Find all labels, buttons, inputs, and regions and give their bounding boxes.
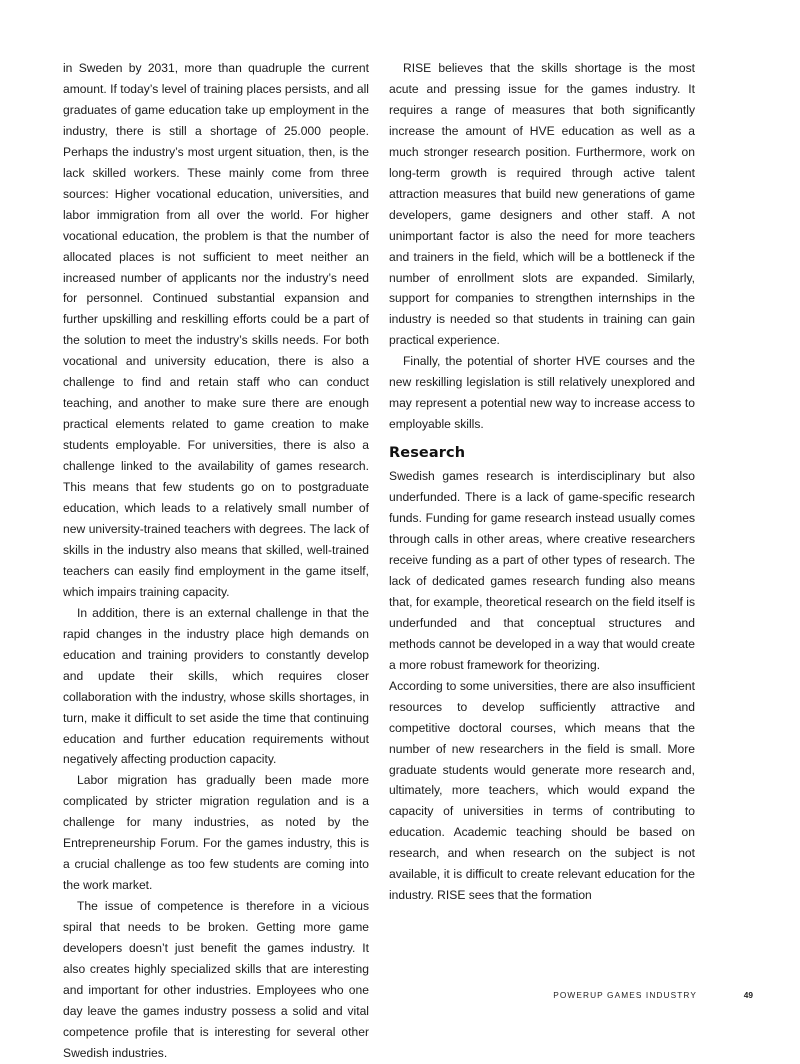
body-paragraph: in Sweden by 2031, more than quadruple the current amount. If today’s level of training places persists, and all graduates of game education take up employment in the industry, there is still a shortage of 25.000 people. Perhaps the industry’s most urgent situation, then, is the lack skilled workers. These mainly come from three sources: Higher vocational education, universities, and labor immigration from all over the world. For higher vocational education, the problem is that the number of allocated places is not sufficient to meet neither an increased number of applicants nor the industry’s need for personnel. Continued substantial expansion and further upskilling and reskilling efforts could be a part of the solution to meet the industry’s skills needs. For both vocational and university education, there is also a challenge to find and retain staff who can conduct teaching, and another to make sure there are enough practical elements related to game creation to make students employable. For universities, there is also a challenge linked to the availability of games research. This means that few students go on to postgraduate education, which leads to a relatively small number of new university-trained teachers with degrees. The lack of skills in the industry also means that skilled, well-trained teachers can easily find employment in the game itself, which impairs training capacity. (63, 61, 369, 599)
section-heading: Research (389, 445, 466, 462)
body-paragraph: In addition, there is an external challenge in that the rapid changes in the industry place high demands on education and training providers to constantly develop and update their skills, which requires closer collaboration with the industry, whose skills shortages, in turn, make it difficult to set aside the time that continuing education and further education requirements without negatively affecting production capacity. (63, 605, 369, 767)
body-paragraph: Swedish games research is interdisciplinary but also underfunded. There is a lack of game-specific research funds. Funding for game research instead usually comes through calls in other areas, where creative researchers receive funding as a part of other types of research. The lack of dedicated games research funding also means that, for example, theoretical research on the field itself is underfunded and that conceptual structures and methods cannot be developed in a way that would create a more robust framework for theorizing. (389, 469, 695, 672)
right-column (389, 58, 695, 906)
page-number: 49 (743, 990, 753, 1000)
body-paragraph: The issue of competence is therefore in a vicious spiral that needs to be broken. Getting more game developers doesn’t just benefit the games industry. It also creates highly specialized skills that are interesting and important for other industries. Employees who one day leave the games industry possess a solid and vital competence profile that is interesting for several other Swedish industries. (63, 899, 369, 1060)
left-column (63, 58, 369, 1064)
body-paragraph: Finally, the potential of shorter HVE courses and the new reskilling legislation is still relatively unexplored and may represent a potential new way to increase access to employable skills. (389, 354, 695, 432)
body-paragraph: RISE believes that the skills shortage is the most acute and pressing issue for the games industry. It requires a range of measures that both significantly increase the amount of HVE education as well as a much stronger research position. Furthermore, work on long-term growth is required through active talent attraction measures that build new generations of game developers, game designers and other staff. A not unimportant factor is also the need for more teachers and trainers in the field, which will be a bottleneck if the number of enrollment slots are expanded. Similarly, support for companies to strengthen internships in the industry is needed so that students in training can gain practical experience. (389, 61, 695, 348)
page-footer (0, 990, 800, 1004)
body-paragraph: Labor migration has gradually been made more complicated by stricter migration regulation and is a challenge for many industries, as noted by the Entrepreneurship Forum. For the games industry, this is a crucial challenge as too few students are coming into the work market. (63, 773, 369, 893)
body-paragraph: According to some universities, there are also insufficient resources to develop sufficiently attractive and competitive doctoral courses, which means that the number of new researchers in the field is small. More graduate students would generate more research and, ultimately, more teachers, which would expand the capacity of universities in terms of contributing to education. Academic teaching should be based on research, and when research on the subject is not available, it is difficult to create relevant education for the industry. RISE sees that the formation (389, 678, 695, 903)
running-head: POWERUP GAMES INDUSTRY (553, 990, 697, 1000)
